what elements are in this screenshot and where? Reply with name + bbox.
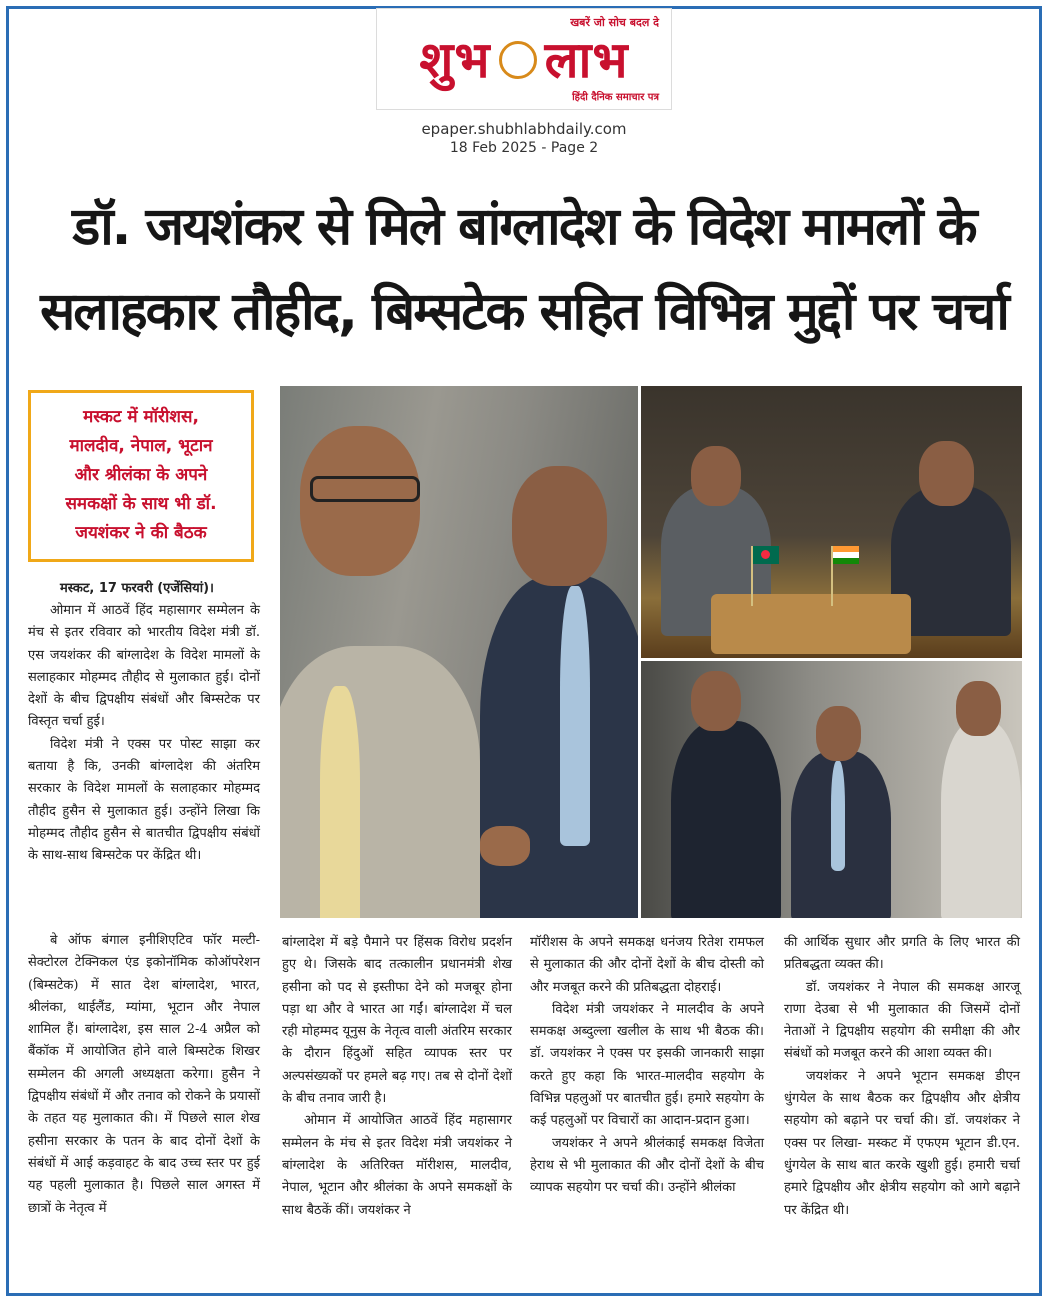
article-paragraph: की आर्थिक सुधार और प्रगति के लिए भारत की प्रतिबद्धता व्यक्त की। [784,935,1020,973]
photo-meeting-seated [641,386,1022,658]
article-paragraph: बांग्लादेश में बड़े पैमाने पर हिंसक विरोध प्रदर्शन हुए थे। जिसके बाद तत्कालीन प्रधानमंत्री शेख हसीना को पद से इस्तीफा देने को मजबूर होना पड़ा था और वे भारत आ गईं। बांग्लादेश में चल रही मोहम्मद यूनुस के नेतृत्व वाली अंतरिम सरकार के दौरान हिंदुओं सहित व्यापक स्तर पर अल्पसंख्यकों पर हमले बढ़ गए। तब से दोनों देशों के बीच तनाव जारी है। [282,935,512,1107]
article-paragraph: बे ऑफ बंगाल इनीशिएटिव फॉर मल्टी-सेक्टोरल टेक्निकल एंड इकोनॉमिक कोऑपरेशन (बिम्सटेक) में सात देश बांग्लादेश, भारत, श्रीलंका, थाईलैंड, म्यांमा, भूटान और नेपाल शामिल हैं। बांग्लादेश, इस साल 2-4 अप्रैल को बैंकॉक में आयोजित होने वाले बिम्सटेक शिखर सम्मेलन की अगली अध्यक्षता करेगा। हुसैन ने द्विपक्षीय संबंधों में और तनाव को रोकने के प्रयासों के तहत यह मुलाकात की। में पिछले साल शेख हसीना सरकार के पतन के बाद दोनों देशों के संबंधों में आई कड़वाहट के बाद उच्च स्तर पर हुई यह पहली मुलाकात है। पिछले साल अगस्त में छात्रों के नेतृत्व में [28,933,260,1216]
headline-line-2: सलाहकार तौहीद, बिम्सटेक सहित विभिन्न मुद्दों पर चर्चा [40,282,1008,342]
highlight-line: मालदीव, नेपाल, भूटान [69,436,213,456]
masthead-tagline: खबरें जो सोच बदल दे [570,16,659,29]
dateline: मस्कट, 17 फरवरी (एजेंसियां)। [60,581,214,596]
article-paragraph: जयशंकर ने अपने भूटान समकक्ष डीएन धुंगयेल के साथ बैठक कर द्विपक्षीय और क्षेत्रीय सहयोग को बढ़ाने पर चर्चा की। डॉ. जयशंकर ने एक्स पर लिखा- मस्कट में एफएम भूटान डी.एन. धुंगयेल के साथ बात करके खुशी हुई। हमारी चर्चा हमारे द्विपक्षीय और क्षेत्रीय सहयोग को आगे बढ़ाने पर केंद्रित थी। [784,1068,1020,1218]
article-paragraph: विदेश मंत्री जयशंकर ने मालदीव के अपने समकक्ष अब्दुल्ला खलील के साथ भी बैठक की। डॉ. जयशंकर ने एक्स पर इसकी जानकारी साझा करते हुए कहा कि भारत-मालदीव सहयोग के विभिन्न पहलुओं पर बातचीत हुई। हमारे सहयोग के कई पहलुओं पर विचारों का आदान-प्रदान हुआ। [530,1001,764,1129]
photo-handshake-group [641,661,1022,918]
highlight-line: और श्रीलंका के अपने [74,465,208,485]
highlight-line: जयशंकर ने की बैठक [75,523,207,543]
headline-line-1: डॉ. जयशंकर से मिले बांग्लादेश के विदेश मामलों के [72,197,976,257]
article-paragraph: ओमान में आठवें हिंद महासागर सम्मेलन के मंच से इतर रविवार को भारतीय विदेश मंत्री डॉ. एस जयशंकर की बांग्लादेश के विदेश मामलों के सलाहकार मोहम्मद तौहीद से मुलाकात हुई। दोनों देशों के बीच द्विपक्षीय संबंधों और बिम्सटेक पर विस्तृत चर्चा हुई। [28,603,260,730]
article-column-1-bottom [28,930,260,1220]
photo-handshake-bangladesh [280,386,638,918]
masthead-logo [377,31,671,89]
highlight-line: मस्कट में मॉरीशस, [83,407,199,427]
ganesha-icon [499,41,537,79]
article-column-1-top [28,600,260,868]
highlight-line: समकक्षों के साथ भी डॉ. [65,494,217,514]
highlight-box [28,390,254,562]
article-paragraph: मॉरीशस के अपने समकक्ष धनंजय रितेश रामफल से मुलाकात की और दोनों देशों के बीच दोस्ती को और मजबूत करने की प्रतिबद्धता दोहराई। [530,935,764,995]
article-column-4 [784,932,1020,1222]
article-column-3 [530,932,764,1200]
edition-date-page: 18 Feb 2025 - Page 2 [449,140,599,156]
article-paragraph: जयशंकर ने अपने श्रीलंकाई समकक्ष विजेता हेराथ से भी मुलाकात की और दोनों देशों के बीच व्यापक सहयोग पर चर्चा की। उन्होंने श्रीलंका [530,1135,764,1196]
article-paragraph: डॉ. जयशंकर ने नेपाल की समकक्ष आरजू राणा देउबा से भी मुलाकात की जिसमें दोनों नेताओं ने द्विपक्षीय सहयोग की समीक्षा की और संबंधों को मजबूत करने की आशा व्यक्त की। [784,979,1020,1062]
article-column-2 [282,932,512,1222]
epaper-url: epaper.shubhlabhdaily.com [421,120,627,138]
logo-left-word: शुभ [419,30,491,89]
article-paragraph: विदेश मंत्री ने एक्स पर पोस्ट साझा कर बताया है कि, उनकी बांग्लादेश की अंतरिम सरकार के विदेश मामलों के सलाहकार मोहम्मद तौहीद हुसैन से मुलाकात हुई। उन्होंने लिखा कि मोहम्मद तौहीद हुसैन से बातचीत द्विपक्षीय संबंधों के साथ-साथ बिम्सटेक पर केंद्रित थी। [28,736,260,864]
masthead [376,8,672,110]
logo-right-word: लाभ [544,30,629,89]
masthead-subtitle: हिंदी दैनिक समाचार पत्र [572,92,659,103]
article-paragraph: ओमान में आयोजित आठवें हिंद महासागर सम्मेलन के मंच से इतर विदेश मंत्री जयशंकर ने बांग्लादेश के अतिरिक्त मॉरीशस, मालदीव, नेपाल, भूटान और श्रीलंका के अपने समकक्षों के साथ बैठकें कीं। जयशंकर ने [282,1113,512,1218]
